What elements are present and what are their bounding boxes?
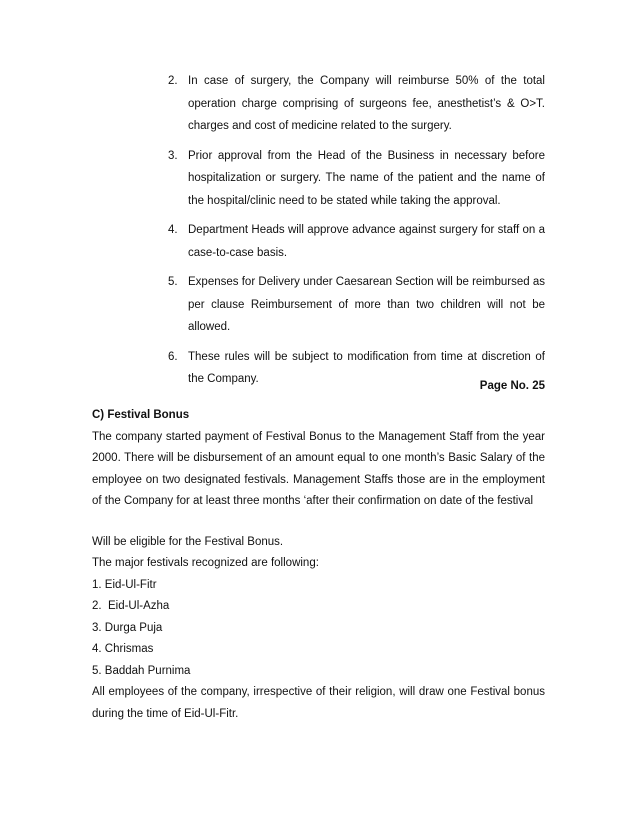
list-item — [168, 219, 545, 264]
page-number: Page No. 25 — [479, 380, 545, 392]
festival-item: 2. Eid-Ul-Azha — [92, 600, 170, 612]
closing-paragraph: All employees of the company, irrespective of their religion, will draw one Festival bonus during the time of Eid-Ul-Fitr. — [92, 686, 545, 720]
festival-item: 1. Eid-Ul-Fitr — [92, 578, 157, 591]
list-item-text: These rules will be subject to modification from time at discretion of the Company. — [188, 350, 545, 385]
numbered-list — [0, 70, 638, 398]
section-paragraph: The company started payment of Festival Bonus to the Management Staff from the year 2000. There will be disbursement of an amount equal to one month’s Basic Salary of the employee on two designated festivals. Management Staffs those are in the employment of the Company for at least three months ‘after their confirmation on date of the festival — [92, 430, 545, 507]
list-item — [168, 271, 545, 339]
festival-item: 4. Chrismas — [92, 643, 154, 655]
list-item-number: 4. — [168, 224, 178, 236]
list-item-text: Prior approval from the Head of the Business in necessary before hospitalization or surgery. The name of the patient and the name of the hospital/clinic need to be stated while taking the approval. — [188, 149, 545, 207]
list-item-number: 2. — [168, 75, 178, 87]
list-item-text: In case of surgery, the Company will reimburse 50% of the total operation charge comprising of surgeons fee, anesthetist’s & O>T. charges and cost of medicine related to the surgery. — [188, 75, 545, 132]
section-title: C) Festival Bonus — [92, 409, 190, 421]
paragraph-gap — [92, 513, 545, 532]
list-item-number: 5. — [168, 276, 178, 288]
list-item — [168, 145, 545, 213]
festival-item: 5. Baddah Purnima — [92, 664, 191, 677]
list-item — [168, 70, 545, 138]
festivals-intro: The major festivals recognized are following: — [92, 557, 319, 569]
list-item-number: 3. — [168, 149, 178, 162]
festival-item: 3. Durga Puja — [92, 621, 163, 634]
list-item-number: 6. — [168, 350, 178, 363]
eligibility-text: Will be eligible for the Festival Bonus. — [92, 535, 284, 548]
list-item-text: Expenses for Delivery under Caesarean Section will be reimbursed as per clause Reimbursement of more than two children will not be allowed. — [188, 276, 545, 333]
festival-bonus-section — [92, 405, 545, 725]
list-item-text: Department Heads will approve advance against surgery for staff on a case-to-case basis. — [188, 224, 545, 259]
